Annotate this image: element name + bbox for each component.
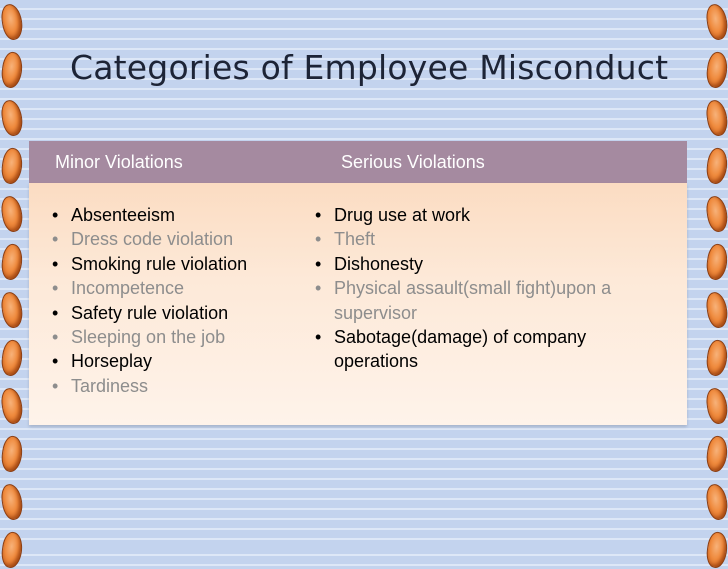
orange-leaf-icon: [705, 147, 728, 185]
list-item: • Dishonesty: [312, 252, 662, 276]
list-item: • Tardiness: [49, 374, 319, 398]
orange-leaf-icon: [0, 435, 24, 473]
list-item: • Smoking rule violation: [49, 252, 319, 276]
orange-leaf-icon: [705, 387, 728, 425]
orange-leaf-icon: [705, 243, 728, 281]
serious-violations-header: Serious Violations: [341, 152, 485, 172]
table-header-row: [29, 141, 687, 183]
left-decorative-border: [0, 0, 22, 546]
orange-leaf-icon: [705, 339, 728, 377]
list-item: • Sabotage(damage) of company operations: [312, 325, 662, 374]
list-item: • Horseplay: [49, 349, 319, 373]
list-item: • Theft: [312, 227, 662, 251]
misconduct-table: [29, 141, 687, 425]
orange-leaf-icon: [0, 291, 24, 329]
orange-leaf-icon: [0, 3, 24, 41]
list-item: • Absenteeism: [49, 203, 319, 227]
orange-leaf-icon: [0, 243, 24, 281]
list-item: • Drug use at work: [312, 203, 662, 227]
orange-leaf-icon: [0, 147, 24, 185]
orange-leaf-icon: [705, 435, 728, 473]
table-body: [29, 183, 687, 425]
minor-violations-list: [49, 203, 319, 398]
slide-title: Categories of Employee Misconduct: [70, 48, 669, 87]
right-decorative-border: [706, 0, 728, 546]
orange-leaf-icon: [705, 3, 728, 41]
orange-leaf-icon: [0, 387, 24, 425]
orange-leaf-icon: [705, 51, 728, 89]
orange-leaf-icon: [705, 291, 728, 329]
orange-leaf-icon: [705, 195, 728, 233]
orange-leaf-icon: [705, 483, 728, 521]
orange-leaf-icon: [0, 339, 24, 377]
list-item: • Physical assault(small fight)upon a supervisor: [312, 276, 662, 325]
orange-leaf-icon: [0, 531, 24, 569]
orange-leaf-icon: [0, 51, 24, 89]
orange-leaf-icon: [0, 195, 24, 233]
orange-leaf-icon: [0, 483, 24, 521]
list-item: • Sleeping on the job: [49, 325, 319, 349]
list-item: • Dress code violation: [49, 227, 319, 251]
orange-leaf-icon: [0, 99, 24, 137]
serious-violations-list: [312, 203, 662, 374]
list-item: • Incompetence: [49, 276, 319, 300]
list-item: • Safety rule violation: [49, 301, 319, 325]
orange-leaf-icon: [705, 99, 728, 137]
minor-violations-header: Minor Violations: [55, 152, 183, 172]
orange-leaf-icon: [705, 531, 728, 569]
